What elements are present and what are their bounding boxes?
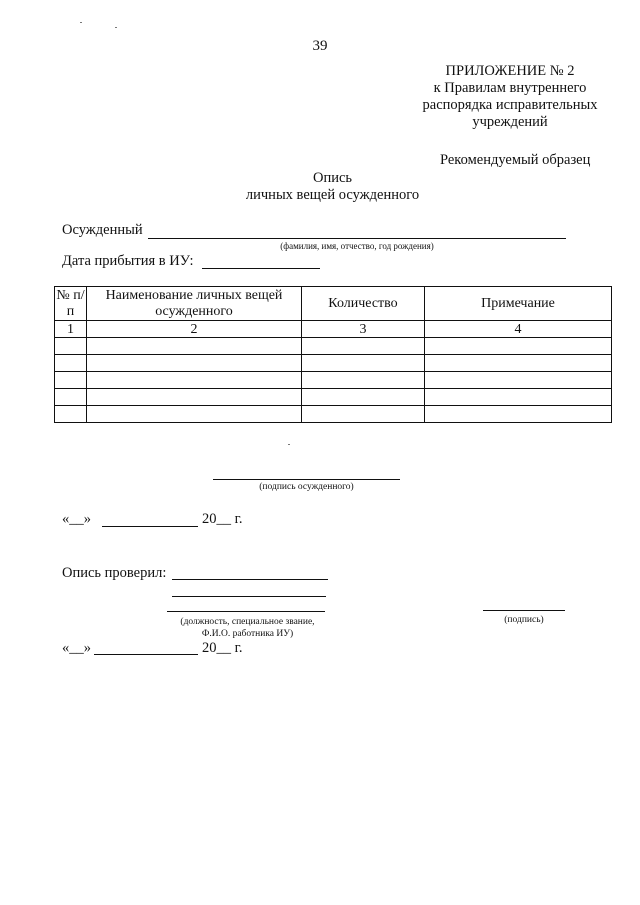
checker-signature-caption: (подпись) <box>504 615 544 625</box>
scan-speck <box>115 27 117 28</box>
checker-signature-field[interactable] <box>483 610 565 611</box>
table-header-row <box>55 287 612 321</box>
page-number: 39 <box>312 38 328 54</box>
table-cell[interactable] <box>302 406 425 423</box>
position-caption-line-2: Ф.И.О. работника ИУ) <box>201 629 294 639</box>
checked-by-label: Опись проверил: <box>62 565 167 581</box>
table-cell[interactable] <box>302 372 425 389</box>
col-number-3: 3 <box>302 321 425 338</box>
inventory-table <box>54 286 612 423</box>
document-title <box>0 170 640 204</box>
convict-caption: (фамилия, имя, отчество, год рождения) <box>280 241 434 251</box>
date1-day: «__» <box>62 511 91 527</box>
table-row <box>55 406 612 423</box>
title-line-2: личных вещей осужденного <box>245 187 420 203</box>
appendix-line-3: распорядка исправительных <box>422 97 598 113</box>
table-cell[interactable] <box>87 355 302 372</box>
table-cell[interactable] <box>87 372 302 389</box>
arrival-date-field[interactable] <box>202 268 320 269</box>
col-number-4: 4 <box>425 321 612 338</box>
table-cell[interactable] <box>55 338 87 355</box>
convict-label: Осужденный <box>62 222 143 238</box>
recommended-sample-label: Рекомендуемый образец <box>440 152 591 168</box>
convict-signature-field[interactable] <box>213 479 400 480</box>
convict-name-field[interactable] <box>148 238 566 239</box>
header-qty: Количество <box>302 287 425 321</box>
col-number-2: 2 <box>87 321 302 338</box>
scan-speck <box>80 22 82 23</box>
col-number-1: 1 <box>55 321 87 338</box>
table-cell[interactable] <box>425 372 612 389</box>
table-cell[interactable] <box>425 338 612 355</box>
appendix-line-2: к Правилам внутреннего <box>433 80 587 96</box>
column-numbers-row <box>55 321 612 338</box>
table-cell[interactable] <box>55 372 87 389</box>
date2-month-field[interactable] <box>94 654 198 655</box>
table-cell[interactable] <box>302 338 425 355</box>
date2-year: 20__ г. <box>202 640 243 656</box>
table-row <box>55 338 612 355</box>
appendix-line-1: ПРИЛОЖЕНИЕ № 2 <box>445 63 575 79</box>
table-cell[interactable] <box>425 406 612 423</box>
position-caption-line-1: (должность, специальное звание, <box>180 617 315 627</box>
table-row <box>55 355 612 372</box>
date2-day: «__» <box>62 640 91 656</box>
convict-signature-caption: (подпись осужденного) <box>259 482 354 492</box>
position-field[interactable] <box>167 611 325 612</box>
date1-year: 20__ г. <box>202 511 243 527</box>
table-cell[interactable] <box>87 389 302 406</box>
date1-month-field[interactable] <box>102 526 198 527</box>
scan-speck <box>288 444 290 445</box>
position-caption <box>150 616 345 640</box>
table-row <box>55 372 612 389</box>
header-note: Примечание <box>425 287 612 321</box>
arrival-date-label: Дата прибытия в ИУ: <box>62 253 194 269</box>
table-cell[interactable] <box>87 338 302 355</box>
checked-by-field[interactable] <box>172 579 328 580</box>
table-cell[interactable] <box>55 389 87 406</box>
header-name: Наименование личных вещей осужденного <box>87 287 302 321</box>
appendix-line-4: учреждений <box>472 114 548 130</box>
table-cell[interactable] <box>55 406 87 423</box>
appendix-heading <box>400 63 620 131</box>
table-cell[interactable] <box>302 355 425 372</box>
table-cell[interactable] <box>425 355 612 372</box>
checked-by-field-line2[interactable] <box>172 596 326 597</box>
table-cell[interactable] <box>302 389 425 406</box>
title-line-1: Опись <box>312 170 353 186</box>
table-row <box>55 389 612 406</box>
table-cell[interactable] <box>55 355 87 372</box>
header-num: № п/п <box>56 287 85 319</box>
table-cell[interactable] <box>425 389 612 406</box>
table-cell[interactable] <box>87 406 302 423</box>
